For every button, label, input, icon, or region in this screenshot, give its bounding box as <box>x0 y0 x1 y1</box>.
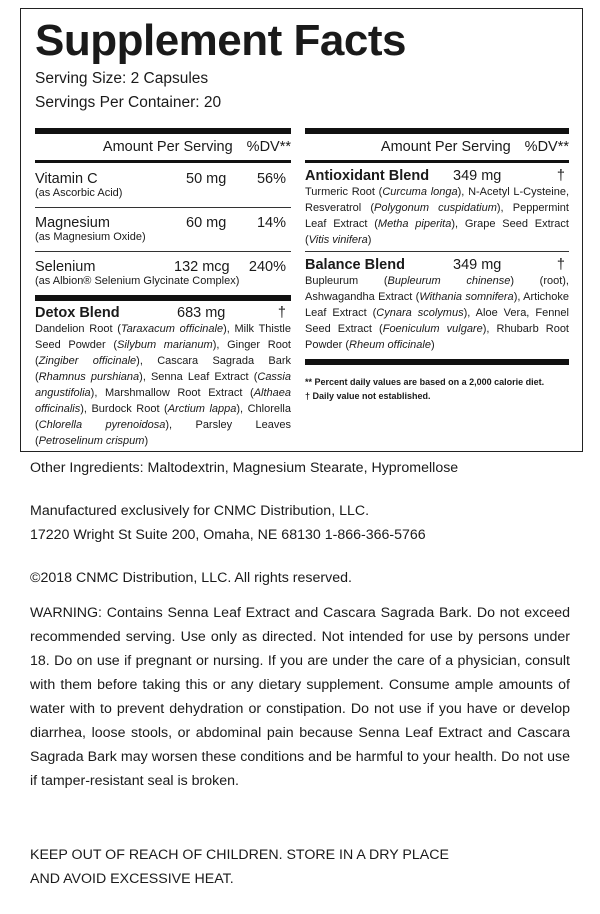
nutrient-name: Vitamin C <box>35 171 98 187</box>
column-header <box>35 134 291 163</box>
dv-label: %DV** <box>524 139 569 155</box>
blend-name: Balance Blend <box>305 257 405 273</box>
other-ingredients: Other Ingredients: Maltodextrin, Magnesium Stearate, Hypromellose <box>30 460 459 476</box>
nutrient-dv: 14% <box>256 215 286 231</box>
balance-blend <box>305 252 569 365</box>
nutrient-amount: 132 mcg <box>174 259 230 275</box>
left-column <box>35 128 291 449</box>
nutrient-amount: 50 mg <box>186 171 227 187</box>
blend-dv: † <box>556 168 565 184</box>
nutrient-dv: 240% <box>248 259 286 275</box>
nutrient-row <box>35 252 291 301</box>
nutrient-dv: 56% <box>256 171 286 187</box>
dv-label: %DV** <box>246 139 291 155</box>
dv-footnote: ** Percent daily values are based on a 2,000 calorie diet. <box>305 377 545 387</box>
blend-dv: † <box>277 305 286 321</box>
nutrient-source: (as Albion® Selenium Glycinate Complex) <box>35 275 240 287</box>
blend-name: Antioxidant Blend <box>305 168 430 184</box>
blend-amount: 349 mg <box>453 257 502 273</box>
nutrient-row <box>35 163 291 208</box>
column-header <box>305 134 569 163</box>
servings-per-container: Servings Per Container: 20 <box>35 94 222 111</box>
panel-title: Supplement Facts <box>35 16 406 65</box>
manufacturer-line: Manufactured exclusively for CNMC Distribution, LLC. <box>30 503 370 519</box>
nutrient-amount: 60 mg <box>186 215 227 231</box>
storage-warning: KEEP OUT OF REACH OF CHILDREN. STORE IN A DRY PLACE AND AVOID EXCESSIVE HEAT. <box>30 847 449 887</box>
supplement-facts-panel <box>20 8 583 452</box>
blend-name: Detox Blend <box>35 305 120 321</box>
nutrient-name: Magnesium <box>35 215 110 231</box>
blend-amount: 683 mg <box>177 305 226 321</box>
blend-ingredients: Bupleurum (Bupleurum chinense) (root), Ashwagandha Extract (Withania somnifera), Artichoke Leaf Extract (Cynara scolymus), Aloe Vera, Fennel Seed Extract (Foeniculum vulgare), Rhubarb Root Powder (Rheum officinale) <box>305 275 570 351</box>
warning-text: WARNING: Contains Senna Leaf Extract and Cascara Sagrada Bark. Do not exceed recommended serving. Use only as directed. Not intended for use by persons under 18. Do on use if pregnant or nursing. If you are under the care of a physician, consult with them before taking this or any dietary supplement. Consume ample amounts of water with to prevent dehydration or constipation. Do not use if you have or develop diarrhea, loose stools, or abdominal pain because Senna Leaf Extract and Cascara Sagrada Bark may worsen these conditions and be harmful to your health. Do not use if tamper-resistant seal is broken. <box>30 605 570 789</box>
blend-dv: † <box>556 257 565 273</box>
serving-size: Serving Size: 2 Capsules <box>35 70 209 87</box>
blend-ingredients: Turmeric Root (Curcuma longa), N-Acetyl L-Cysteine, Resveratrol (Polygonum cuspidatium), Peppermint Leaf Extract (Metha piperita), Grape Seed Extract (Vitis vinifera) <box>305 186 570 246</box>
nutrient-source: (as Magnesium Oxide) <box>35 231 146 243</box>
nutrient-source: (as Ascorbic Acid) <box>35 187 123 199</box>
detox-blend <box>35 301 291 449</box>
blend-ingredients: Dandelion Root (Taraxacum officinale), Milk Thistle Seed Powder (Silybum marianum), Ginger Root (Zingiber officinale), Cascara Sagrada Bark (Rhamnus purshiana), Senna Leaf Extract (Cassia angustifolia), Marshmallow Root Extract (Althaea officinalis), Burdock Root (Arctium lappa), Chlorella (Chlorella pyrenoidosa), Parsley Leaves (Petroselinum crispum) <box>35 323 291 447</box>
footnotes <box>305 365 569 403</box>
amount-per-serving-label: Amount Per Serving <box>102 139 233 155</box>
copyright: ©2018 CNMC Distribution, LLC. All rights reserved. <box>30 570 352 586</box>
manufacturer-address: 17220 Wright St Suite 200, Omaha, NE 68130 1-866-366-5766 <box>30 527 426 543</box>
nutrient-name: Selenium <box>35 259 96 275</box>
right-column <box>305 128 569 403</box>
blend-amount: 349 mg <box>453 168 502 184</box>
antioxidant-blend <box>305 163 569 252</box>
dagger-footnote: † Daily value not established. <box>305 391 431 401</box>
amount-per-serving-label: Amount Per Serving <box>380 139 511 155</box>
nutrient-row <box>35 208 291 252</box>
